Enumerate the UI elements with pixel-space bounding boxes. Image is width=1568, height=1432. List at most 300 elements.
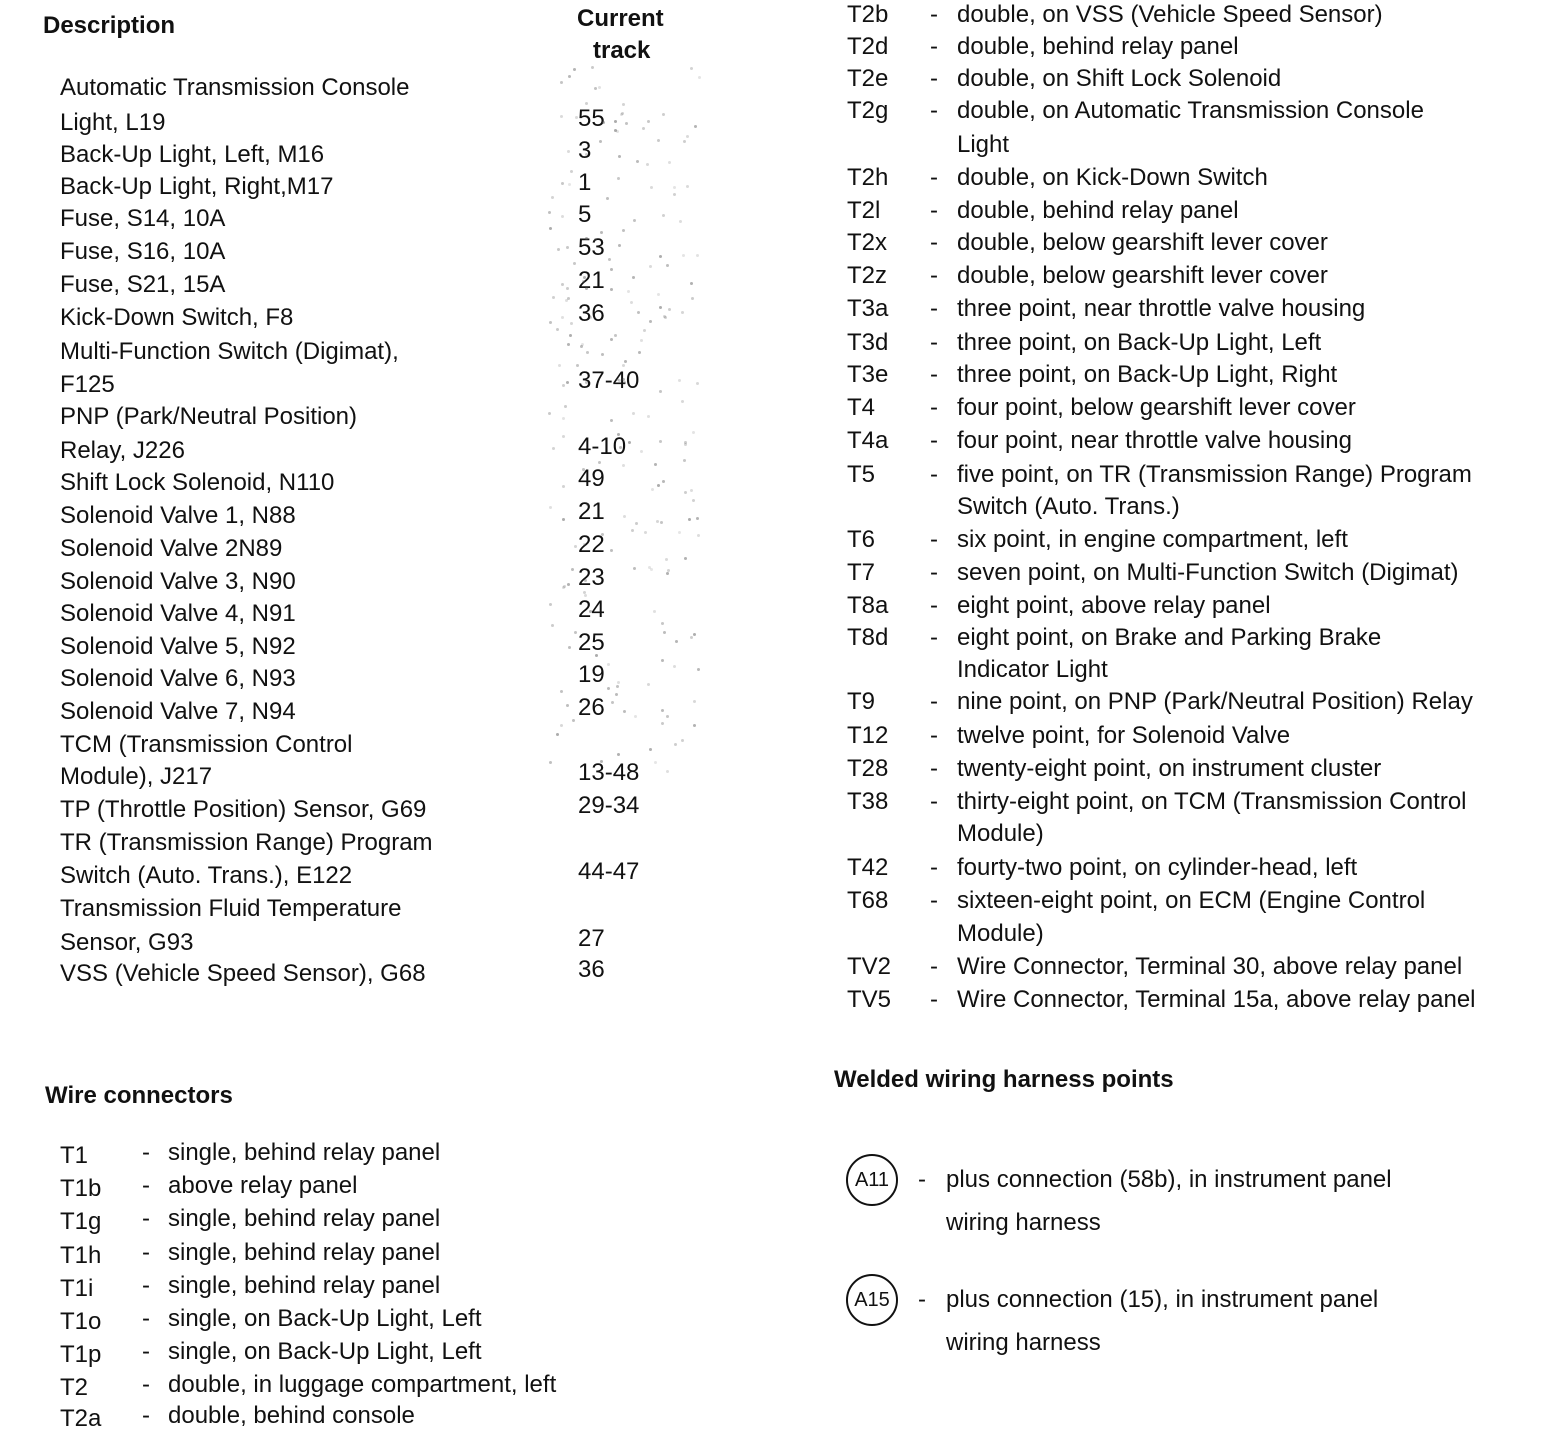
connector-description: Wire Connector, Terminal 15a, above relay panel [957, 986, 1476, 1013]
scan-speckle [692, 431, 695, 434]
scan-speckle [627, 290, 630, 293]
scan-speckle [570, 322, 573, 325]
connector-dash: - [930, 65, 938, 92]
scan-speckle [610, 338, 613, 341]
scan-speckle [549, 321, 552, 324]
component-description: Fuse, S14, 10A [60, 205, 226, 232]
scan-speckle [574, 631, 577, 634]
scan-speckle [632, 412, 635, 415]
scan-speckle [599, 140, 602, 143]
scan-speckle [683, 459, 686, 462]
scan-speckle [654, 761, 657, 764]
scan-speckle [647, 415, 650, 418]
scan-speckle [617, 753, 620, 756]
scan-speckle [566, 287, 569, 290]
connector-description: single, behind relay panel [168, 1139, 441, 1166]
component-track: 23 [578, 564, 605, 591]
scan-speckle [690, 489, 693, 492]
component-description: Solenoid Valve 1, N88 [60, 502, 296, 529]
scan-speckle [600, 231, 603, 234]
component-track: 49 [578, 465, 605, 492]
connector-dash: - [142, 1239, 150, 1266]
scan-speckle [659, 306, 662, 309]
scan-speckle [585, 102, 588, 105]
component-track: 3 [578, 137, 592, 164]
connector-code: T5 [847, 461, 876, 488]
component-description: Multi-Function Switch (Digimat), [60, 338, 399, 365]
scan-speckle [657, 139, 660, 142]
connector-description: three point, on Back-Up Light, Right [957, 361, 1338, 388]
scan-speckle [584, 579, 587, 582]
scan-speckle [659, 390, 662, 393]
connector-code: T3a [847, 295, 889, 322]
scan-speckle [661, 722, 664, 725]
scan-speckle [610, 549, 613, 552]
scan-speckle [583, 276, 586, 279]
component-track: 22 [578, 531, 605, 558]
scan-speckle [694, 125, 697, 128]
scan-speckle [549, 227, 552, 230]
scan-speckle [557, 248, 560, 251]
connector-dash: - [930, 461, 938, 488]
scan-speckle [562, 518, 565, 521]
connector-description: double, on Kick-Down Switch [957, 164, 1268, 191]
connector-dash: - [930, 427, 938, 454]
connector-dash: - [142, 1139, 150, 1166]
component-track: 27 [578, 925, 605, 952]
connector-code: TV2 [847, 953, 892, 980]
connector-description: single, on Back-Up Light, Left [168, 1305, 482, 1332]
scan-speckle [659, 255, 662, 258]
connector-description: above relay panel [168, 1172, 358, 1199]
weld-description-cont: wiring harness [946, 1209, 1101, 1236]
scan-speckle [610, 288, 613, 291]
connector-code: T68 [847, 887, 889, 914]
scan-speckle [673, 193, 676, 196]
scan-speckle [661, 659, 664, 662]
component-track: 21 [578, 267, 605, 294]
component-description: Automatic Transmission Console [60, 74, 410, 101]
connector-description: double, below gearshift lever cover [957, 229, 1328, 256]
weld-point-marker: A11 [846, 1154, 898, 1206]
component-description: Switch (Auto. Trans.), E122 [60, 862, 353, 889]
scan-speckle [624, 360, 627, 363]
connector-dash: - [930, 33, 938, 60]
scan-speckle [561, 283, 564, 286]
component-track: 44-47 [578, 858, 640, 885]
connector-code: T28 [847, 755, 889, 782]
component-track: 5 [578, 201, 592, 228]
scan-speckle [688, 518, 691, 521]
scan-speckle [683, 140, 686, 143]
connector-description: four point, near throttle valve housing [957, 427, 1352, 454]
scan-speckle [617, 177, 620, 180]
connector-code: T6 [847, 526, 876, 553]
connector-code: T1i [60, 1275, 94, 1302]
connector-dash: - [930, 722, 938, 749]
scan-speckle [607, 687, 610, 690]
scan-speckle [692, 499, 695, 502]
connector-code: TV5 [847, 986, 892, 1013]
connector-code: T12 [847, 722, 889, 749]
connector-code: T7 [847, 559, 876, 586]
connector-description: Indicator Light [957, 656, 1108, 683]
scan-speckle [562, 417, 565, 420]
connector-description: double, on VSS (Vehicle Speed Sensor) [957, 1, 1383, 28]
scan-speckle [560, 690, 563, 693]
scan-speckle [651, 488, 654, 491]
scan-speckle [681, 739, 684, 742]
scan-speckle [581, 343, 584, 346]
connector-description: single, behind relay panel [168, 1205, 441, 1232]
connector-description: three point, on Back-Up Light, Left [957, 329, 1322, 356]
scan-speckle [589, 610, 592, 613]
scan-speckle [668, 161, 671, 164]
connector-code: T2h [847, 164, 889, 191]
scan-speckle [640, 339, 643, 342]
component-track: 36 [578, 956, 605, 983]
connector-code: T2a [60, 1405, 102, 1432]
component-description: F125 [60, 371, 115, 398]
scan-speckle [622, 229, 625, 232]
connector-dash: - [142, 1402, 150, 1429]
component-description: VSS (Vehicle Speed Sensor), G68 [60, 960, 426, 987]
scan-speckle [598, 461, 601, 464]
scan-speckle [654, 463, 657, 466]
scan-speckle [650, 568, 653, 571]
weld-description: plus connection (58b), in instrument panel [946, 1166, 1392, 1193]
scan-speckle [598, 86, 601, 89]
weld-dash: - [918, 1166, 926, 1193]
connector-description: double, on Automatic Transmission Console [957, 97, 1424, 124]
scan-speckle [649, 748, 652, 751]
component-track: 24 [578, 596, 605, 623]
scan-speckle [623, 710, 626, 713]
scan-speckle [549, 506, 552, 509]
connector-code: T1 [60, 1142, 89, 1169]
component-track: 21 [578, 498, 605, 525]
connector-code: T8d [847, 624, 889, 651]
welded-header: Welded wiring harness points [834, 1066, 1174, 1093]
component-description: Fuse, S16, 10A [60, 238, 226, 265]
connector-dash: - [930, 1, 938, 28]
scan-speckle [642, 127, 645, 130]
scan-speckle [567, 297, 570, 300]
scan-speckle [640, 450, 643, 453]
connector-dash: - [930, 624, 938, 651]
connector-code: T1g [60, 1208, 102, 1235]
scan-speckle [691, 297, 694, 300]
scan-speckle [568, 75, 571, 78]
scan-speckle [696, 517, 699, 520]
connector-description: six point, in engine compartment, left [957, 526, 1348, 553]
component-track: 29-34 [578, 792, 640, 819]
weld-description-cont: wiring harness [946, 1329, 1101, 1356]
scan-speckle [573, 68, 576, 71]
connector-description: three point, near throttle valve housing [957, 295, 1366, 322]
scan-speckle [549, 603, 552, 606]
connector-code: T2z [847, 262, 888, 289]
scan-speckle [566, 381, 569, 384]
scan-speckle [643, 329, 646, 332]
scan-speckle [649, 265, 652, 268]
scan-speckle [693, 633, 696, 636]
scan-speckle [673, 186, 676, 189]
scan-speckle [696, 254, 699, 257]
component-track: 19 [578, 661, 605, 688]
scan-speckle [666, 572, 669, 575]
connector-description: five point, on TR (Transmission Range) Program [957, 461, 1472, 488]
current-track-header-line1: Current [577, 5, 664, 32]
scan-speckle [660, 521, 663, 524]
connector-dash: - [142, 1205, 150, 1232]
scan-speckle [573, 262, 576, 265]
scan-speckle [662, 214, 665, 217]
connector-description: twenty-eight point, on instrument cluster [957, 755, 1382, 782]
scan-speckle [566, 704, 569, 707]
component-track: 37-40 [578, 367, 640, 394]
connector-dash: - [930, 986, 938, 1013]
scan-speckle [562, 485, 565, 488]
scan-speckle [622, 103, 625, 106]
scan-speckle [661, 709, 664, 712]
connector-description: single, behind relay panel [168, 1239, 441, 1266]
connector-code: T8a [847, 592, 889, 619]
component-description: Solenoid Valve 6, N93 [60, 665, 296, 692]
scan-speckle [552, 296, 555, 299]
scan-speckle [610, 268, 613, 271]
component-description: Solenoid Valve 5, N92 [60, 633, 296, 660]
scan-speckle [619, 446, 622, 449]
connector-description: twelve point, for Solenoid Valve [957, 722, 1291, 749]
scan-speckle [548, 412, 551, 415]
connector-description: fourty-two point, on cylinder-head, left [957, 854, 1358, 881]
scan-speckle [574, 545, 577, 548]
scan-speckle [678, 379, 681, 382]
scan-speckle [595, 654, 598, 657]
scan-speckle [600, 760, 603, 763]
connector-code: T2l [847, 197, 881, 224]
scan-speckle [663, 315, 666, 318]
connector-dash: - [930, 394, 938, 421]
scan-speckle [698, 76, 701, 79]
scan-speckle [582, 468, 585, 471]
scan-speckle [662, 480, 665, 483]
scan-speckle [618, 155, 621, 158]
scan-speckle [568, 646, 571, 649]
scan-speckle [659, 440, 662, 443]
component-description: PNP (Park/Neutral Position) [60, 403, 357, 430]
connector-code: T2g [847, 97, 889, 124]
component-track: 36 [578, 300, 605, 327]
scan-speckle [675, 640, 678, 643]
component-description: TP (Throttle Position) Sensor, G69 [60, 796, 427, 823]
scan-speckle [570, 170, 573, 173]
component-track: 55 [578, 105, 605, 132]
connector-dash: - [930, 854, 938, 881]
connector-description: sixteen-eight point, on ECM (Engine Control [957, 887, 1426, 914]
scan-speckle [666, 770, 669, 773]
connector-code: T42 [847, 854, 889, 881]
connector-description: double, below gearshift lever cover [957, 262, 1328, 289]
connector-dash: - [930, 592, 938, 619]
scan-speckle [649, 320, 652, 323]
scan-speckle [560, 81, 563, 84]
connector-code: T2 [60, 1374, 89, 1401]
scan-speckle [594, 87, 597, 90]
component-description: Solenoid Valve 7, N94 [60, 698, 296, 725]
scan-speckle [663, 631, 666, 634]
scan-speckle [556, 733, 559, 736]
scan-speckle [561, 215, 564, 218]
connector-dash: - [930, 97, 938, 124]
connector-description: Module) [957, 820, 1044, 847]
scan-speckle [567, 583, 570, 586]
scan-speckle [607, 663, 610, 666]
scan-speckle [661, 622, 664, 625]
connector-description: Wire Connector, Terminal 30, above relay panel [957, 953, 1463, 980]
connector-dash: - [930, 229, 938, 256]
scan-speckle [684, 443, 687, 446]
scan-speckle [611, 701, 614, 704]
connector-code: T1h [60, 1242, 102, 1269]
connector-dash: - [930, 559, 938, 586]
scan-speckle [686, 185, 689, 188]
connector-dash: - [930, 755, 938, 782]
scan-speckle [650, 186, 653, 189]
scan-speckle [638, 351, 641, 354]
connector-code: T9 [847, 688, 876, 715]
scan-speckle [556, 328, 559, 331]
component-track: 1 [578, 169, 592, 196]
scan-speckle [569, 334, 572, 337]
scan-speckle [602, 121, 605, 124]
component-track: 4-10 [578, 433, 627, 460]
connector-code: T1b [60, 1175, 102, 1202]
scan-speckle [684, 557, 687, 560]
scan-speckle [647, 683, 650, 686]
scan-speckle [653, 610, 656, 613]
scan-speckle [549, 761, 552, 764]
scan-speckle [548, 211, 551, 214]
component-description: Sensor, G93 [60, 929, 194, 956]
connector-description: four point, below gearshift lever cover [957, 394, 1356, 421]
connector-description: Switch (Auto. Trans.) [957, 493, 1180, 520]
weld-description: plus connection (15), in instrument panel [946, 1286, 1379, 1313]
component-track: 25 [578, 629, 605, 656]
scan-speckle [666, 715, 669, 718]
connector-description: nine point, on PNP (Park/Neutral Position) Relay [957, 688, 1473, 715]
connector-code: T3e [847, 361, 889, 388]
connector-description: thirty-eight point, on TCM (Transmission Control [957, 788, 1467, 815]
scan-speckle [631, 529, 634, 532]
scan-speckle [644, 531, 647, 534]
component-description: Shift Lock Solenoid, N110 [60, 469, 335, 496]
connector-description: Module) [957, 920, 1044, 947]
scan-speckle [668, 308, 671, 311]
component-description: Solenoid Valve 2N89 [60, 535, 283, 562]
connector-dash: - [930, 361, 938, 388]
component-description: Transmission Fluid Temperature [60, 895, 402, 922]
connector-code: T3d [847, 329, 889, 356]
scan-speckle [690, 636, 693, 639]
scan-speckle [551, 196, 554, 199]
scan-speckle [585, 381, 588, 384]
connector-description: seven point, on Multi-Function Switch (Digimat) [957, 559, 1459, 586]
scan-speckle [562, 435, 565, 438]
scan-speckle [560, 115, 563, 118]
scan-speckle [561, 182, 564, 185]
component-description: TCM (Transmission Control [60, 731, 353, 758]
connector-code: T1o [60, 1308, 102, 1335]
scan-speckle [633, 567, 636, 570]
component-description: Relay, J226 [60, 437, 185, 464]
scan-speckle [585, 237, 588, 240]
scan-speckle [647, 120, 650, 123]
scan-speckle [567, 343, 570, 346]
scan-speckle [682, 254, 685, 257]
scan-speckle [633, 219, 636, 222]
scan-speckle [636, 160, 639, 163]
component-track: 53 [578, 234, 605, 261]
scan-speckle [684, 491, 687, 494]
scan-speckle [564, 405, 567, 408]
scan-speckle [657, 484, 660, 487]
scan-speckle [665, 558, 668, 561]
connector-code: T2b [847, 1, 889, 28]
connector-code: T1p [60, 1341, 102, 1368]
scan-speckle [558, 364, 561, 367]
connector-dash: - [930, 164, 938, 191]
scan-speckle [646, 163, 649, 166]
scan-speckle [690, 67, 693, 70]
scan-speckle [608, 258, 611, 261]
scan-speckle [697, 668, 700, 671]
connector-code: T2e [847, 65, 889, 92]
connector-description: Light [957, 131, 1010, 158]
connector-description: double, on Shift Lock Solenoid [957, 65, 1282, 92]
scan-speckle [618, 244, 621, 247]
component-description: Module), J217 [60, 763, 213, 790]
scan-speckle [586, 351, 589, 354]
component-description: Back-Up Light, Right,M17 [60, 173, 334, 200]
scan-speckle [572, 719, 575, 722]
scan-speckle [568, 183, 571, 186]
scan-speckle [610, 419, 613, 422]
scan-speckle [551, 624, 554, 627]
scan-speckle [634, 715, 637, 718]
scan-speckle [606, 197, 609, 200]
scan-speckle [614, 334, 617, 337]
scan-speckle [575, 116, 578, 119]
connector-dash: - [930, 329, 938, 356]
scan-speckle [667, 569, 670, 572]
component-description: Solenoid Valve 4, N91 [60, 600, 296, 627]
scan-speckle [693, 724, 696, 727]
scan-speckle [681, 400, 684, 403]
scan-speckle [571, 568, 574, 571]
scan-speckle [697, 534, 700, 537]
connector-description: eight point, above relay panel [957, 592, 1271, 619]
scan-speckle [591, 66, 594, 69]
component-description: TR (Transmission Range) Program [60, 829, 433, 856]
scan-speckle [601, 353, 604, 356]
connector-dash: - [930, 295, 938, 322]
scan-speckle [617, 681, 620, 684]
scan-speckle [623, 381, 626, 384]
component-description: Fuse, S21, 15A [60, 271, 226, 298]
connector-dash: - [142, 1172, 150, 1199]
